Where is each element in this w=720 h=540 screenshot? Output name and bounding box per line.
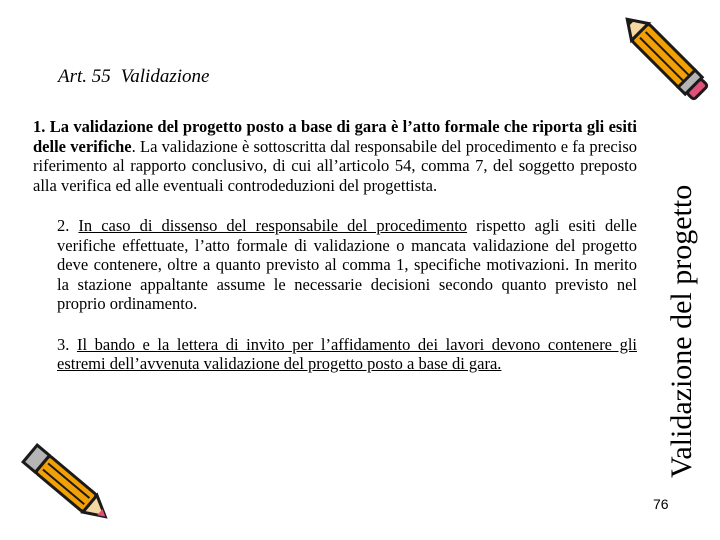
page-number: 76	[653, 496, 669, 512]
paragraph-3-number: 3.	[57, 334, 77, 354]
paragraph-3-underlined: Il bando e la lettera di invito per l’affidamento dei lavori devono contenere gli estremi dell’avvenuta validazione del progetto posto a base di gara.	[57, 334, 638, 373]
paragraph-1	[33, 117, 637, 195]
article-number: Art. 55	[58, 66, 111, 87]
paragraph-2-number: 2.	[57, 216, 79, 235]
paragraph-1-rest: . La validazione è sottoscritta dal responsabile del procedimento e fa preciso riferimento al rapporto conclusivo, di cui all’articolo 54, comma 7, del soggetto preposto alla verifica ed alle eventuali controdeduzioni del progettista.	[33, 136, 637, 195]
paragraph-2	[33, 216, 637, 314]
paragraph-1-bold: 1. La validazione del progetto posto a base di gara è l’atto formale che riporta gli esiti delle verifiche	[33, 117, 637, 156]
slide-title	[58, 66, 209, 88]
pencil-icon	[608, 0, 720, 112]
pencil-icon	[20, 440, 120, 535]
article-body	[33, 117, 637, 395]
side-title: Validazione del progetto	[665, 184, 698, 478]
paragraph-2-underlined: In caso di dissenso del responsabile del procedimento	[78, 216, 468, 235]
paragraph-3	[33, 335, 637, 374]
article-title: Validazione	[120, 66, 210, 87]
paragraph-2-rest: rispetto agli esiti delle verifiche effettuate, l’atto formale di validazione o mancata validazione del progetto deve contenere, oltre a quanto previsto al comma 1, specifiche motivazioni. In merito la stazione appaltante assume le necessarie decisioni secondo quanto previsto nel proprio ordinamento.	[57, 216, 638, 313]
